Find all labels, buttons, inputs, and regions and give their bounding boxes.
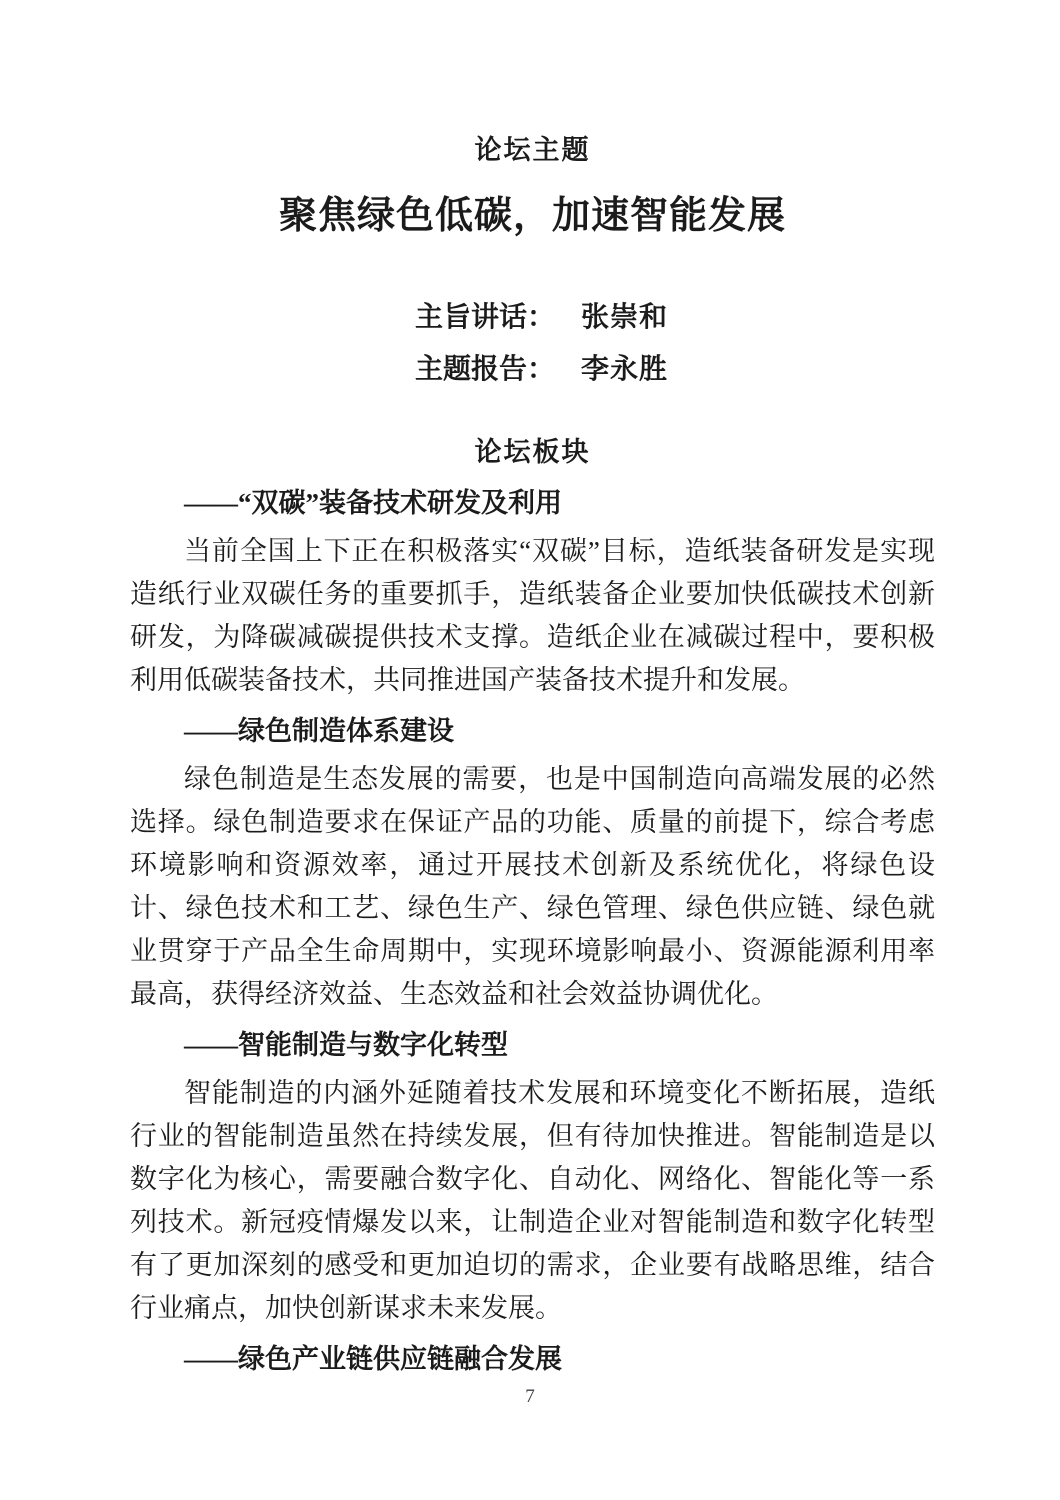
forum-theme-label: 论坛主题 xyxy=(474,135,591,165)
theme-report-line xyxy=(415,344,935,396)
section-dual-carbon-equipment xyxy=(130,482,935,702)
forum-sections-label: 论坛板块 xyxy=(474,437,591,467)
theme-report-name: 李永胜 xyxy=(581,354,669,385)
section-green-manufacturing xyxy=(130,710,935,1016)
section-paragraph: 绿色制造是生态发展的需要，也是中国制造向高端发展的必然选择。绿色制造要求在保证产品的功能、质量的前提下，综合考虑环境影响和资源效率，通过开展技术创新及系统优化，将绿色设计、绿色技术和工艺、绿色生产、绿色管理、绿色供应链、绿色就业贯穿于产品全生命周期中，实现环境影响最小、资源能源利用率最高，获得经济效益、生态效益和社会效益协调优化。 xyxy=(130,764,935,1009)
section-heading: ——智能制造与数字化转型 xyxy=(184,1030,508,1060)
section-heading: ——绿色产业链供应链融合发展 xyxy=(184,1344,562,1374)
section-heading: ——绿色制造体系建设 xyxy=(184,716,454,746)
section-paragraph: 智能制造的内涵外延随着技术发展和环境变化不断拓展，造纸行业的智能制造虽然在持续发展，但有待加快推进。智能制造是以数字化为核心，需要融合数字化、自动化、网络化、智能化等一系列技术。新冠疫情爆发以来，让制造企业对智能制造和数字化转型有了更加深刻的感受和更加迫切的需求，企业要有战略思维，结合行业痛点，加快创新谋求未来发展。 xyxy=(130,1078,935,1323)
section-heading: ——“双碳”装备技术研发及利用 xyxy=(184,488,562,518)
keynote-speech-name: 张崇和 xyxy=(581,302,669,333)
keynote-speech-line xyxy=(415,292,935,344)
page-number: 7 xyxy=(525,1386,535,1407)
theme-report-role: 主题报告： xyxy=(415,354,556,385)
speakers-block xyxy=(415,292,935,396)
section-smart-manufacturing xyxy=(130,1024,935,1330)
forum-main-title: 聚焦绿色低碳，加速智能发展 xyxy=(278,195,786,237)
section-green-supply-chain xyxy=(130,1338,935,1381)
keynote-speech-role: 主旨讲话： xyxy=(415,302,556,333)
section-paragraph: 当前全国上下正在积极落实“双碳”目标，造纸装备研发是实现造纸行业双碳任务的重要抓手，造纸装备企业要加快低碳技术创新研发，为降碳减碳提供技术支撑。造纸企业在减碳过程中，要积极利用低碳装备技术，共同推进国产装备技术提升和发展。 xyxy=(130,536,935,695)
